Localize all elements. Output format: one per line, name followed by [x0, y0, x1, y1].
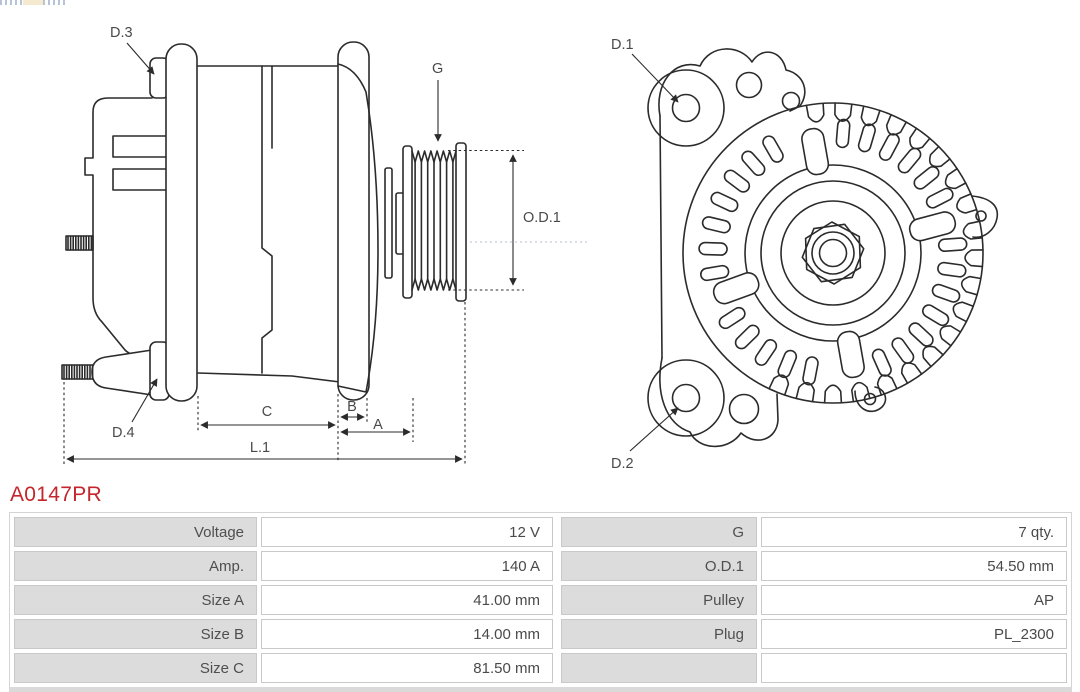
leader-d1 [632, 54, 678, 102]
rim-tooth [806, 103, 823, 122]
front-view [611, 37, 997, 472]
shaft-spacer [385, 168, 392, 278]
dim-label-b: B [347, 399, 357, 415]
rear-housing-slot [113, 136, 166, 157]
spec-label: Size C [14, 653, 257, 683]
vent-slot [931, 283, 961, 304]
spec-table-left [10, 513, 557, 687]
table-row [14, 585, 553, 615]
vent-slot [938, 238, 967, 252]
dim-label-a: A [373, 417, 383, 433]
vent-slot [701, 216, 731, 234]
fan-spoke [711, 270, 762, 306]
dim-label-d1: D.1 [611, 37, 634, 53]
vent-slot [907, 321, 936, 349]
spec-value: AP [761, 585, 1067, 615]
leader-d2 [630, 408, 678, 451]
vent-slot [877, 132, 901, 162]
table-row [14, 551, 553, 581]
shaft-bore-circle [820, 240, 847, 267]
vent-slot [722, 168, 752, 194]
face-circle [761, 181, 905, 325]
table-row [14, 653, 553, 683]
table-row [561, 517, 1067, 547]
spec-value: PL_2300 [761, 619, 1067, 649]
vent-slot [890, 336, 916, 366]
rim-tooth [835, 103, 852, 121]
rim-tooth [825, 385, 842, 403]
spec-value: 41.00 mm [261, 585, 553, 615]
dim-label-d3: D.3 [110, 25, 133, 41]
vent-slot [921, 303, 951, 328]
pulley-groove-bottom-profile [412, 279, 456, 290]
spec-table-right [557, 513, 1071, 687]
mounting-hole [730, 395, 759, 424]
vent-slot [836, 119, 850, 148]
spec-label: Size B [14, 619, 257, 649]
pulley-groove-lines [415, 162, 453, 279]
table-row [14, 517, 553, 547]
terminal-block [92, 350, 152, 395]
mounting-hole-d2 [673, 385, 700, 412]
dim-label-c: C [261, 404, 273, 420]
dim-label-l1: L.1 [249, 440, 271, 456]
fan-spoke [907, 210, 957, 243]
dim-label-d2: D.2 [611, 456, 634, 472]
body-bottom-edge [198, 373, 340, 382]
spec-value: 140 A [261, 551, 553, 581]
mounting-hole [783, 93, 800, 110]
mounting-ear-rear [166, 44, 197, 401]
stud-thread-hatch [68, 236, 91, 250]
rim-tooth [923, 346, 943, 366]
dotted-strip-icon [43, 0, 66, 5]
side-view-generated-details [64, 151, 456, 379]
pulley-flange-right [456, 143, 466, 301]
spec-label: Pulley [561, 585, 757, 615]
vent-slot [925, 186, 955, 209]
bottom-lug-cluster-outline [660, 358, 778, 446]
pulley-groove-top-profile [412, 151, 456, 162]
spec-label [561, 653, 757, 683]
rear-housing-slot [113, 169, 166, 190]
pulley-flange-left [403, 146, 412, 298]
part-number-title: A0147PR [10, 483, 102, 506]
vent-slot [776, 349, 798, 379]
fan-spoke [800, 127, 830, 176]
stud-thread-hatch [64, 365, 93, 379]
dotted-strip-icon [0, 0, 23, 5]
ear-hole [976, 211, 986, 221]
page-corner-artifact [0, 0, 66, 5]
vent-slot [709, 191, 739, 214]
mounting-ear-front [338, 42, 369, 400]
hub-circle [781, 201, 885, 305]
specifications-table [9, 512, 1072, 692]
vent-slot [733, 323, 761, 351]
face-circle [745, 165, 921, 341]
spec-value: 7 qty. [761, 517, 1067, 547]
dim-label-od1: O.D.1 [523, 210, 561, 226]
vent-slot [912, 164, 941, 191]
spec-value: 81.50 mm [261, 653, 553, 683]
rim-tooth [965, 250, 983, 267]
mounting-hole [737, 73, 762, 98]
vent-slot [857, 123, 876, 153]
side-view [62, 25, 590, 466]
vent-slot [802, 356, 819, 386]
leader-d3 [127, 43, 154, 74]
table-row [561, 619, 1067, 649]
spec-label: G [561, 517, 757, 547]
vent-slot [700, 265, 730, 282]
dim-label-d4: D.4 [112, 425, 135, 441]
spec-value: 12 V [261, 517, 553, 547]
bottom-ear-outline [855, 387, 886, 411]
table-row [561, 551, 1067, 581]
vent-slot [740, 149, 768, 178]
spec-label: Plug [561, 619, 757, 649]
spec-label: Amp. [14, 551, 257, 581]
stator-seam [262, 66, 272, 373]
mounting-hole-d1 [673, 95, 700, 122]
spec-label: O.D.1 [561, 551, 757, 581]
vent-slot [699, 242, 727, 255]
dotted-strip-icon [23, 0, 43, 5]
vent-slot [871, 347, 893, 377]
top-lug-cluster-outline [659, 49, 805, 116]
spec-value: 54.50 mm [761, 551, 1067, 581]
table-row [561, 653, 1067, 683]
dim-label-g: G [432, 61, 444, 77]
left-silhouette-edge [660, 116, 662, 358]
vent-slot [753, 338, 779, 368]
table-row [561, 585, 1067, 615]
spec-value: 14.00 mm [261, 619, 553, 649]
vent-slot [717, 305, 747, 330]
vent-slot [761, 134, 785, 164]
spec-value [761, 653, 1067, 683]
nut-circle [812, 232, 854, 274]
table-row [14, 619, 553, 649]
spec-label: Size A [14, 585, 257, 615]
fan-spoke [836, 330, 866, 379]
vent-slot [896, 146, 923, 175]
spec-label: Voltage [14, 517, 257, 547]
vent-slot [937, 262, 966, 278]
